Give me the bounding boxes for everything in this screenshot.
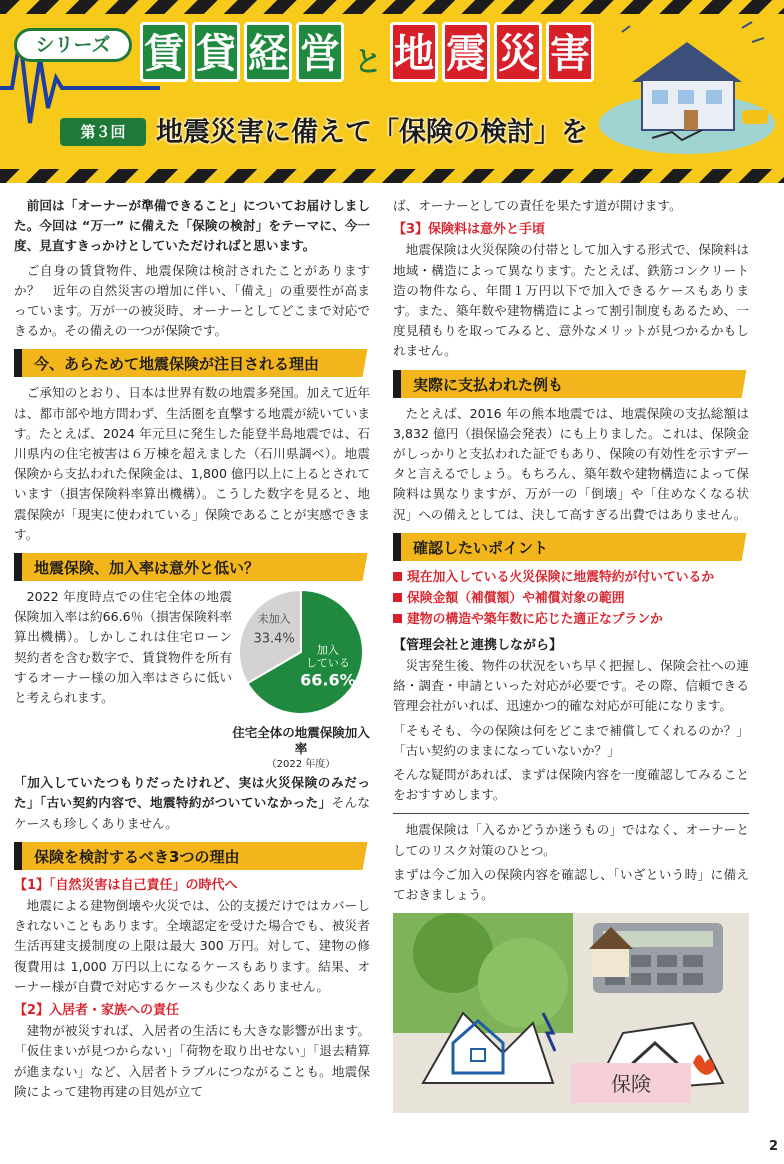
enrollment-pie-chart: [232, 587, 370, 773]
series-badge: シリーズ: [14, 28, 132, 62]
divider: [393, 813, 749, 814]
square-bullet-icon: [393, 614, 402, 623]
section-paragraph: 2022 年度時点での住宅全体の地震保険加入率は約66.6％（損害保険料率算出機構）。しかしこれは住宅ローン契約者を含む数字で、賃貸物件を所有するオーナー様の加入率はさらに低いと考えられます。: [14, 589, 232, 706]
title-char: 貸: [192, 22, 240, 82]
section-heading-text: 今、あらためて地震保険が注目される理由: [34, 355, 320, 374]
enrollment-rate-block: [14, 587, 370, 773]
page-subtitle: 地震災害に備えて「保険の検討」を: [156, 117, 588, 148]
square-bullet-icon: [393, 572, 402, 581]
section-paragraph: 災害発生後、物件の状況をいち早く把握し、保険会社への連絡・調査・申請といった対応が必要です。その際、信頼できる管理会社がいれば、迅速かつ的確な対応が可能になります。: [393, 658, 749, 714]
section-heading: [393, 533, 749, 561]
title-connector: と: [354, 45, 383, 78]
header-banner: [0, 0, 784, 183]
section-heading-text: 実際に支払われた例も: [413, 375, 564, 394]
reason-heading: 【3】保険料は意外と手頃: [393, 222, 546, 238]
management-heading: 【管理会社と連携しながら】: [393, 637, 563, 653]
section-heading-text: 地震保険、加入率は意外と低い？: [34, 559, 260, 578]
section-paragraph: ご承知のとおり、日本は世界有数の地震多発国。加えて近年は、都市部や地方問わず、生活圏を直撃する地震が続いています。たとえば、2024 年元旦に発生した能登半島地震では、石川県内の住宅被害は６万棟を超えました（石川県調べ）。地震保険から支払われた保険金は、1,800 億円以上に上るとされています（損害保険料率算出機構）。こうした数字を見ると、地震保険が「現実に使われている」保険であることが実感できます。: [14, 385, 370, 542]
list-item: 建物の構造や築年数に応じた適正なプランか: [393, 609, 749, 630]
left-column: [14, 196, 370, 1106]
checkpoint-list: [393, 567, 749, 630]
page-title: [140, 22, 598, 82]
section-heading: [14, 553, 370, 581]
title-char: 経: [244, 22, 292, 82]
section-paragraph: [14, 773, 370, 834]
title-char: 震: [442, 22, 490, 82]
section-heading-text: 保険を検討するべき3つの理由: [34, 847, 240, 866]
title-char: 害: [546, 22, 594, 82]
section-paragraph: 地震による建物倒壊や火災では、公的支援だけではカバーしきれないこともあります。全壊認定を受けた場合でも、被災者生活再建支援制度の上限は最大 300 万円。対して、建物の修復費用は 1,000 万円以上になるケースもあります。結果、オーナー様が自費で対応するケースも少なくありません。: [14, 898, 370, 994]
title-char: 地: [390, 22, 438, 82]
house-model-calculator-insurance-photo: [393, 913, 749, 1113]
photo-card-text: 保険: [611, 1072, 651, 1097]
body-text: そんなケースも珍しくありません。: [14, 795, 371, 831]
intro-paragraph: ご自身の賃貸物件、地震保険は検討されたことがありますか？ 近年の自然災害の増加に伴い、「備え」の重要性が高まっています。万が一の被災時、オーナーとしてどこまで対応できるか。その備えの一つが保険です。: [14, 262, 370, 339]
pie-value-label: 33.4%: [253, 631, 295, 647]
title-char: 営: [296, 22, 344, 82]
pie-category-label: 加入: [316, 643, 339, 657]
closing-paragraph: 地震保険は「入るかどうか迷うもの」ではなく、オーナーとしてのリスク対策のひとつ。: [393, 822, 749, 858]
emphasis-text: 「加入していたつもりだったけれど、実は火災保険のみだった」「古い契約内容で、地震特約がついていなかった」: [14, 775, 370, 811]
section-paragraph: ば、オーナーとしての責任を果たす道が開けます。: [393, 198, 682, 213]
enrollment-text: [14, 587, 232, 773]
section-paragraph: たとえば、2016 年の熊本地震では、地震保険の支払総額は 3,832 億円（損保協会発表）にも上りました。これは、保険金がしっかりと支払われた証でもあり、保険の有効性を示すデータと言えるでしょう。もちろん、築年数や建物構造によって保険料は異なりますが、万が一の「倒壊」や「住めなくなる状況」への備えとしては、決して高すぎる出費ではありません。: [393, 405, 749, 522]
reason-heading: 【2】入居者・家族への責任: [14, 1003, 180, 1019]
pie-category-label: 未加入: [257, 612, 291, 626]
pie-category-label: している: [305, 656, 350, 670]
hazard-stripes-bottom: [0, 169, 784, 183]
house-earthquake-illustration: [592, 12, 778, 158]
section-heading-text: 確認したいポイント: [413, 538, 549, 557]
section-paragraph: 「そもそも、今の保険は何をどこまで補償してくれるのか？」「古い契約のままになっていないか？」: [393, 722, 749, 758]
photo-illustration: [393, 913, 749, 1113]
intro-lead: 前回は「オーナーが準備できること」についてお届けしました。今回は “万一” に備えた「保険の検討」をテーマに、今一度、見直すきっかけとしていただければと思います。: [14, 198, 370, 254]
section-paragraph: そんな疑問があれば、まずは保険内容を一度確認してみることをおすすめします。: [393, 767, 749, 803]
closing-paragraph: まずは今ご加入の保険内容を確認し、「いざという時」に備えておきましょう。: [393, 866, 749, 903]
list-item: 保険金額（補償額）や補償対象の範囲: [393, 588, 749, 609]
pie-svg: [236, 587, 366, 717]
list-item: 現在加入している火災保険に地震特約が付いているか: [393, 567, 749, 588]
section-heading: [14, 349, 370, 377]
title-char: 賃: [140, 22, 188, 82]
page-number: 2: [768, 1139, 778, 1154]
square-bullet-icon: [393, 593, 402, 602]
section-heading: [14, 842, 370, 870]
pie-value-label: 66.6%: [300, 670, 356, 690]
section-paragraph: 地震保険は火災保険の付帯として加入する形式で、保険料は地域・構造によって異なります。たとえば、鉄筋コンクリート造の物件なら、年間１万円以下で加入できるケースもあります。また、築年数や建物構造によって割引制度もあるため、一度見積もりを取ってみると、意外なメリットが見つかるかもしれません。: [393, 242, 749, 359]
section-heading: [393, 370, 749, 398]
section-paragraph: 建物が被災すれば、入居者の生活にも大きな影響が出ます。「仮住まいが見つからない」「荷物を取り出せない」「退去精算が進まない」など、入居者トラブルにつながることも。地震保険によって建物再建の目処が立て: [14, 1023, 370, 1099]
chart-title: 住宅全体の地震保険加入率: [232, 725, 370, 757]
reason-heading: 【1】「自然災害は自己責任」の時代へ: [14, 877, 238, 893]
right-column: [393, 196, 749, 1113]
chart-subtitle: （2022 年度）: [266, 759, 336, 771]
episode-badge: 第３回: [60, 118, 146, 146]
title-char: 災: [494, 22, 542, 82]
